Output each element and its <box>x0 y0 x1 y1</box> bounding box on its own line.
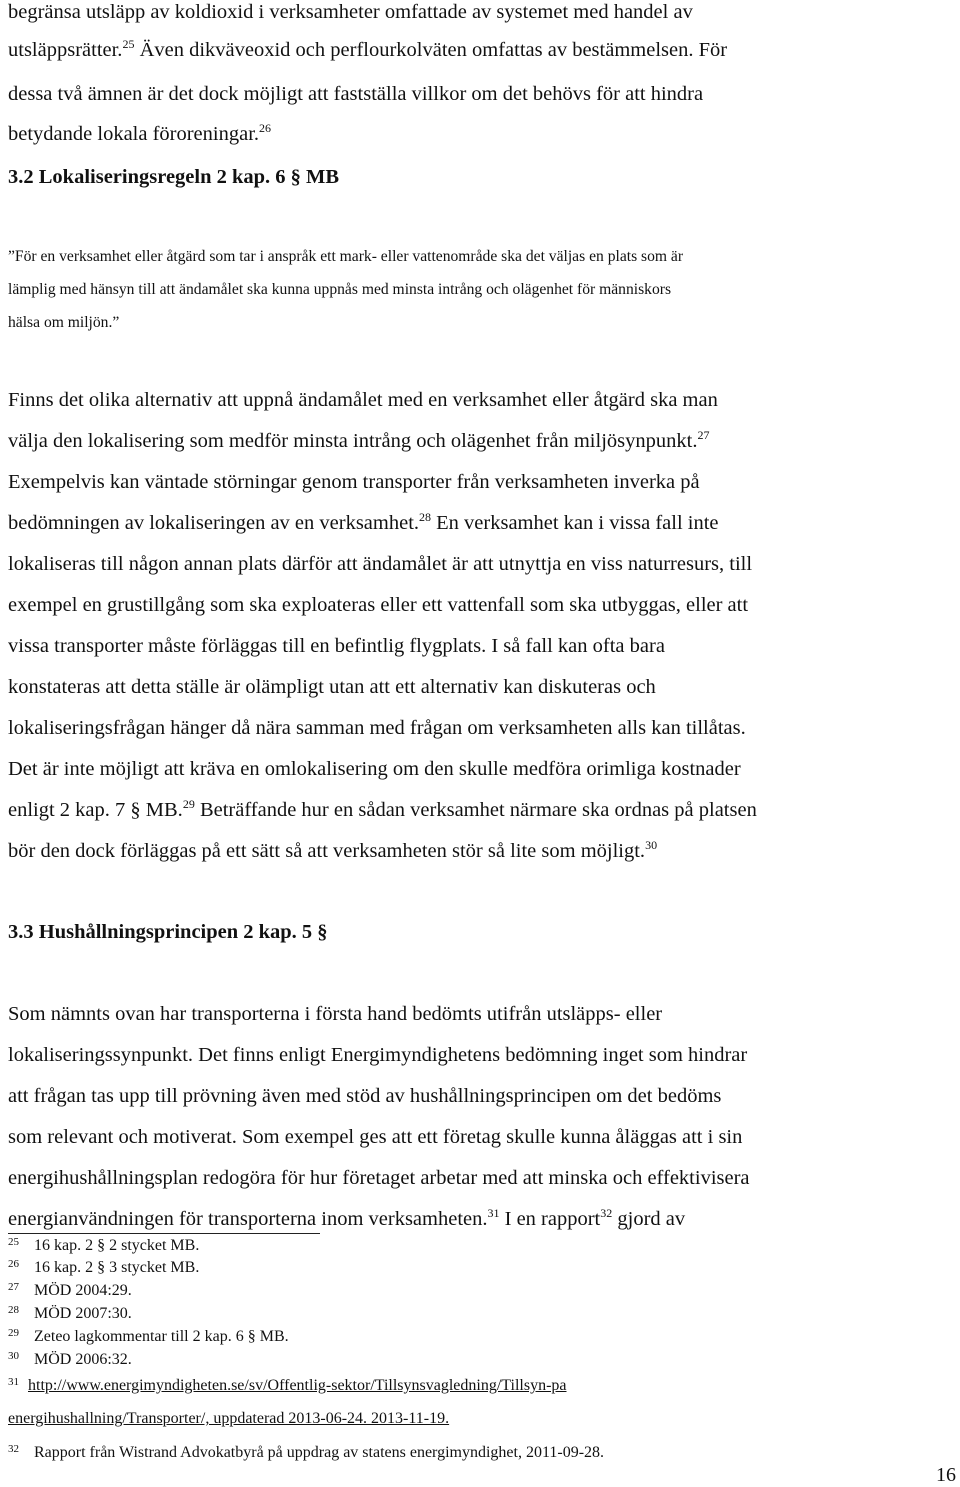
footnote-ref[interactable]: 27 <box>697 428 710 442</box>
footnote-ref[interactable]: 29 <box>182 797 195 811</box>
quote-line: hälsa om miljön.” <box>8 314 120 331</box>
body-line: energianvändningen för transporterna inom verksamheten.$^{31}$ I en rapport$^{32}$ gjord av <box>8 1206 686 1230</box>
footnote-separator <box>8 1233 320 1234</box>
footnote <box>8 1327 289 1348</box>
quote-line: lämplig med hänsyn till att ändamålet ska kunna uppnås med minsta intrång och olägenhet för människors <box>8 281 672 298</box>
body-line: bedömningen av lokaliseringen av en verksamhet.$^{28}$ En verksamhet kan i vissa fall inte <box>8 510 719 534</box>
footnote-ref[interactable]: 30 <box>645 838 658 852</box>
footnote-ref[interactable]: 26 <box>259 121 272 135</box>
body-line: konstateras att detta ställe är olämpligt utan att ett alternativ kan diskuteras och <box>8 676 656 698</box>
footnote <box>8 1258 199 1279</box>
body-line: lokaliseras till någon annan plats därför att ändamålet är att utnyttja en viss naturresurs, till <box>8 553 753 575</box>
footnote-number: 25 <box>8 1236 19 1248</box>
footnote-number: 29 <box>8 1327 19 1339</box>
footnote-ref[interactable]: 31 <box>487 1206 500 1220</box>
body-line: som relevant och motiverat. Som exempel ges att ett företag skulle kunna åläggas att i sin <box>8 1126 743 1148</box>
footnote-text: MÖD 2007:30. <box>34 1305 132 1322</box>
footnote-number: 26 <box>8 1258 19 1270</box>
footnote-text: 16 kap. 2 § 2 stycket MB. <box>34 1237 200 1254</box>
footnote-number: 27 <box>8 1281 19 1293</box>
footnote-link[interactable]: http://www.energimyndigheten.se/sv/Offentlig-sektor/Tillsynsvagledning/Tillsyn-pa <box>28 1377 567 1394</box>
body-line: dessa två ämnen är det dock möjligt att fastställa villkor om det behövs för att hindra <box>8 83 704 105</box>
body-line: vissa transporter måste förläggas till en befintlig flygplats. I så fall kan ofta bara <box>8 635 665 657</box>
body-line: energihushållningsplan redogöra för hur företaget arbetar med att minska och effektivisera <box>8 1167 750 1189</box>
footnote-text: Rapport från Wistrand Advokatbyrå på uppdrag av statens energimyndighet, 2011-09-28. <box>34 1444 605 1461</box>
body-line: bör den dock förläggas på ett sätt så att verksamheten stör så lite som möjligt.$^{30}$ <box>8 838 658 862</box>
footnote <box>8 1443 604 1464</box>
footnote <box>8 1304 132 1325</box>
body-line: Det är inte möjligt att kräva en omlokalisering om den skulle medföra orimliga kostnader <box>8 758 741 780</box>
body-line: utsläppsrätter.$^{25}$ Även dikväveoxid och perflourkolväten omfattas av bestämmelsen. För <box>8 37 728 61</box>
section-heading: 3.2 Lokaliseringsregeln 2 kap. 6 § MB <box>8 166 340 188</box>
footnote-text: MÖD 2004:29. <box>34 1282 132 1299</box>
footnote-text: Zeteo lagkommentar till 2 kap. 6 § MB. <box>34 1328 289 1345</box>
footnote-number: 32 <box>8 1443 19 1455</box>
footnote-number: 30 <box>8 1350 19 1362</box>
section-heading: 3.3 Hushållningsprincipen 2 kap. 5 § <box>8 921 328 943</box>
footnote <box>8 1236 199 1257</box>
footnote-text: MÖD 2006:32. <box>34 1351 132 1368</box>
footnote-text: 16 kap. 2 § 3 stycket MB. <box>34 1259 200 1276</box>
quote-line: ”För en verksamhet eller åtgärd som tar i anspråk ett mark- eller vattenområde ska det väljas en plats som är <box>8 248 684 265</box>
body-line: välja den lokalisering som medför minsta intrång och olägenhet från miljösynpunkt.$^{27}$ <box>8 428 710 452</box>
body-line: enligt 2 kap. 7 § MB.$^{29}$ Beträffande hur en sådan verksamhet närmare ska ordnas på platsen <box>8 797 757 821</box>
body-line: lokaliseringsfrågan hänger då nära samman med frågan om verksamheten alls kan tillåtas. <box>8 717 746 739</box>
body-line: att frågan tas upp till prövning även med stöd av hushållningsprincipen om det bedöms <box>8 1085 722 1107</box>
body-line: begränsa utsläpp av koldioxid i verksamheter omfattade av systemet med handel av <box>8 1 693 23</box>
body-line: lokaliseringssynpunkt. Det finns enligt Energimyndighetens bedömning inget som hindrar <box>8 1044 748 1066</box>
footnote-ref[interactable]: 25 <box>122 37 135 51</box>
footnote-link[interactable]: energihushallning/Transporter/, uppdaterad 2013-06-24. 2013-11-19. <box>8 1410 450 1427</box>
body-line: Som nämnts ovan har transporterna i första hand bedömts utifrån utsläpps- eller <box>8 1003 663 1025</box>
footnote <box>8 1350 132 1371</box>
body-line: exempel en grustillgång som ska exploateras eller ett vattenfall som ska utbyggas, eller att <box>8 594 749 616</box>
body-line: betydande lokala föroreningar.$^{26}$ <box>8 121 272 145</box>
page-number: 16 <box>936 1464 956 1486</box>
footnote <box>8 1376 567 1397</box>
body-line: Finns det olika alternativ att uppnå ändamålet med en verksamhet eller åtgärd ska man <box>8 389 718 411</box>
footnote-number: 31 <box>8 1376 19 1388</box>
footnote-ref[interactable]: 32 <box>600 1206 613 1220</box>
body-line: Exempelvis kan väntade störningar genom transporter från verksamheten inverka på <box>8 471 700 493</box>
footnote-ref[interactable]: 28 <box>419 510 432 524</box>
footnote <box>8 1281 132 1302</box>
footnote-number: 28 <box>8 1304 19 1316</box>
footnote-link-continued <box>8 1409 449 1429</box>
